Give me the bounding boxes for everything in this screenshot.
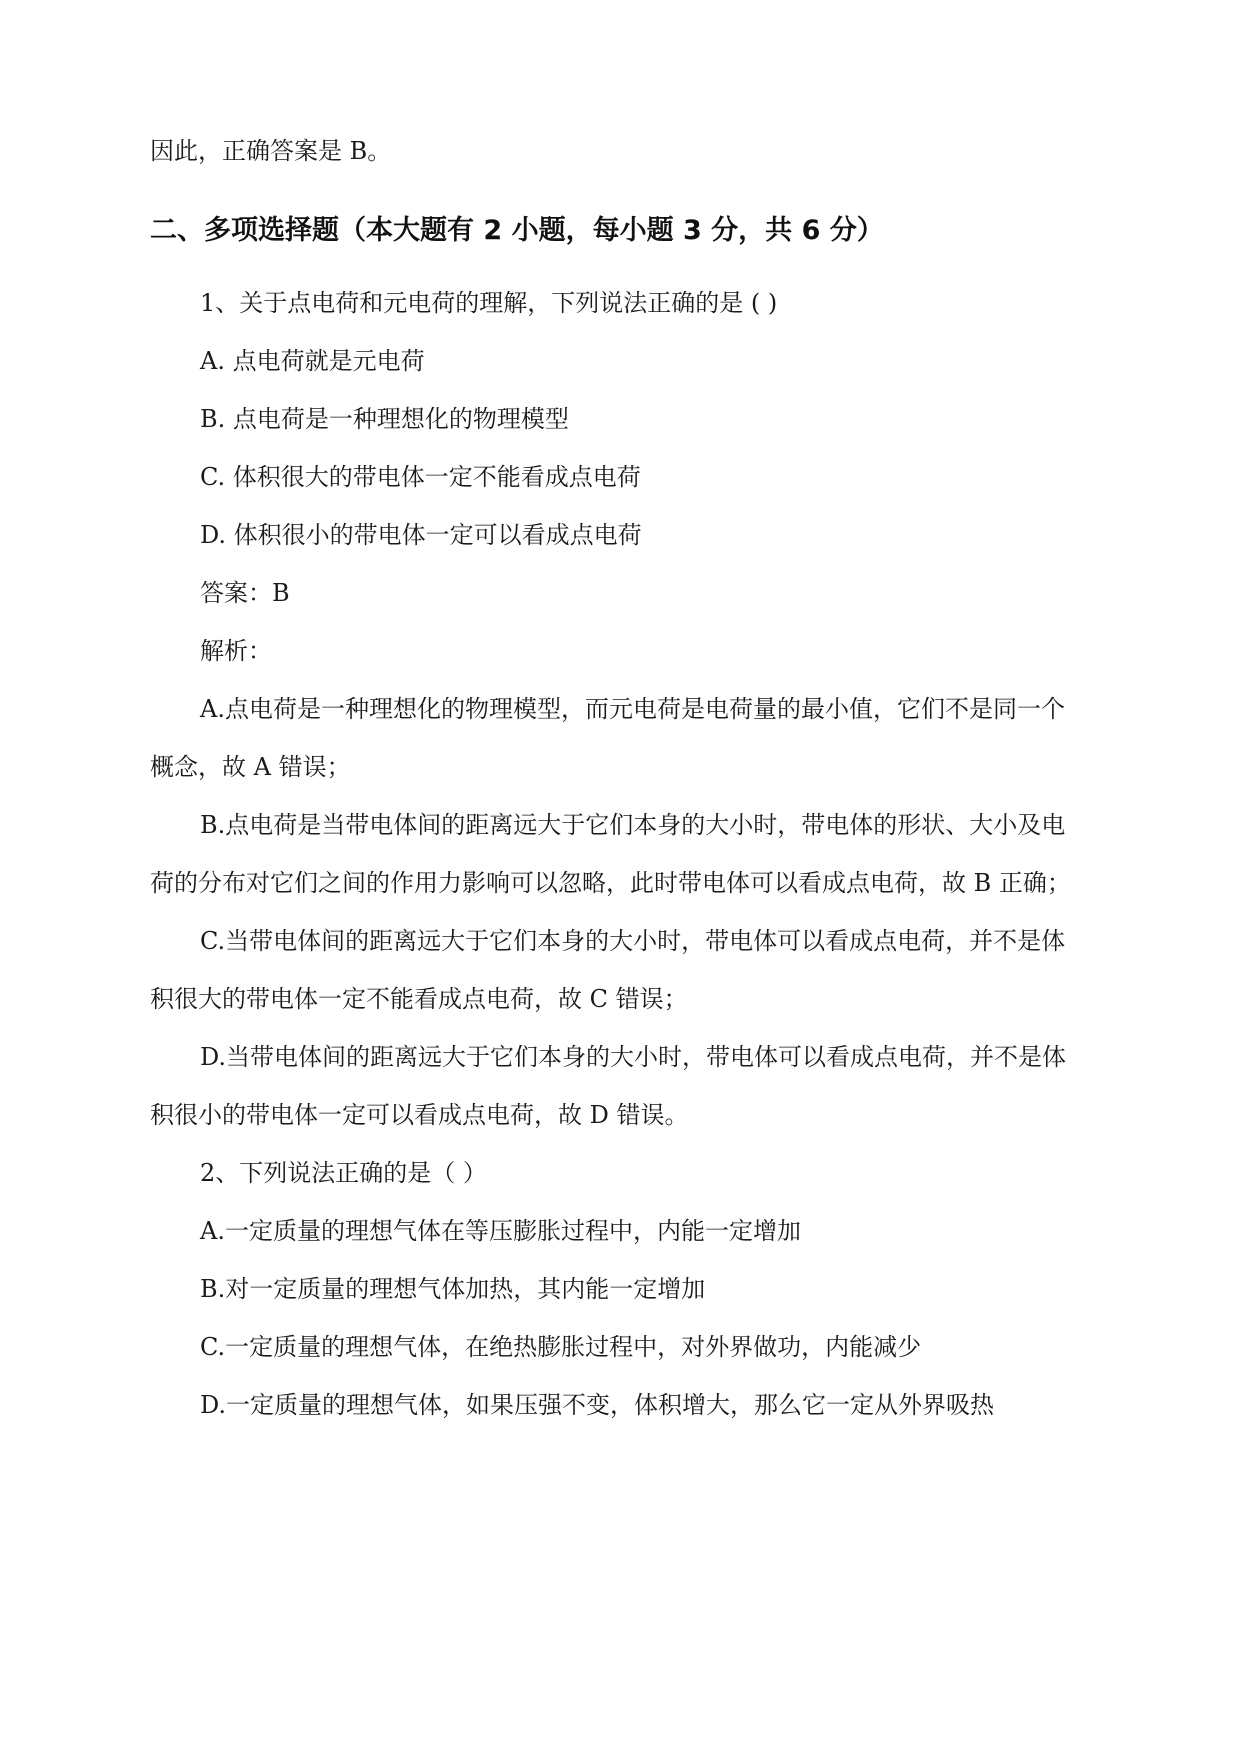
explanation-a-line-1: A.点电荷是一种理想化的物理模型，而元电荷是电荷量的最小值，它们不是同一个 xyxy=(200,695,1065,723)
explanation-a-line-2: 概念，故 A 错误； xyxy=(150,753,351,781)
explanation-d-line-1: D.当带电体间的距离远大于它们本身的大小时，带电体可以看成点电荷，并不是体 xyxy=(200,1043,1067,1071)
question-1-option-b: B. 点电荷是一种理想化的物理模型 xyxy=(200,405,569,433)
question-1-option-d: D. 体积很小的带电体一定可以看成点电荷 xyxy=(200,521,642,549)
question-1-analysis-label: 解析： xyxy=(200,637,272,665)
explanation-b-line-2: 荷的分布对它们之间的作用力影响可以忽略，此时带电体可以看成点电荷，故 B 正确； xyxy=(150,869,1071,897)
question-1-option-a: A. 点电荷就是元电荷 xyxy=(200,347,425,375)
question-2-option-c: C.一定质量的理想气体，在绝热膨胀过程中，对外界做功，内能减少 xyxy=(200,1333,922,1361)
section-heading: 二、多项选择题（本大题有 2 小题，每小题 3 分，共 6 分） xyxy=(150,215,884,246)
explanation-c-line-1: C.当带电体间的距离远大于它们本身的大小时，带电体可以看成点电荷，并不是体 xyxy=(200,927,1066,955)
conclusion-text: 因此，正确答案是 B。 xyxy=(150,137,392,165)
explanation-c-line-2: 积很大的带电体一定不能看成点电荷，故 C 错误； xyxy=(150,985,688,1013)
question-2-stem: 2、下列说法正确的是（ ） xyxy=(200,1159,487,1187)
question-2-option-a: A.一定质量的理想气体在等压膨胀过程中，内能一定增加 xyxy=(200,1217,801,1245)
explanation-b-line-1: B.点电荷是当带电体间的距离远大于它们本身的大小时，带电体的形状、大小及电 xyxy=(200,811,1066,839)
question-1-option-c: C. 体积很大的带电体一定不能看成点电荷 xyxy=(200,463,641,491)
explanation-d-line-2: 积很小的带电体一定可以看成点电荷，故 D 错误。 xyxy=(150,1101,689,1129)
question-2-option-b: B.对一定质量的理想气体加热，其内能一定增加 xyxy=(200,1275,706,1303)
question-2-option-d: D.一定质量的理想气体，如果压强不变，体积增大，那么它一定从外界吸热 xyxy=(200,1391,995,1419)
question-1-answer: 答案：B xyxy=(200,579,290,607)
question-1-stem: 1、关于点电荷和元电荷的理解，下列说法正确的是 ( ) xyxy=(200,289,778,317)
